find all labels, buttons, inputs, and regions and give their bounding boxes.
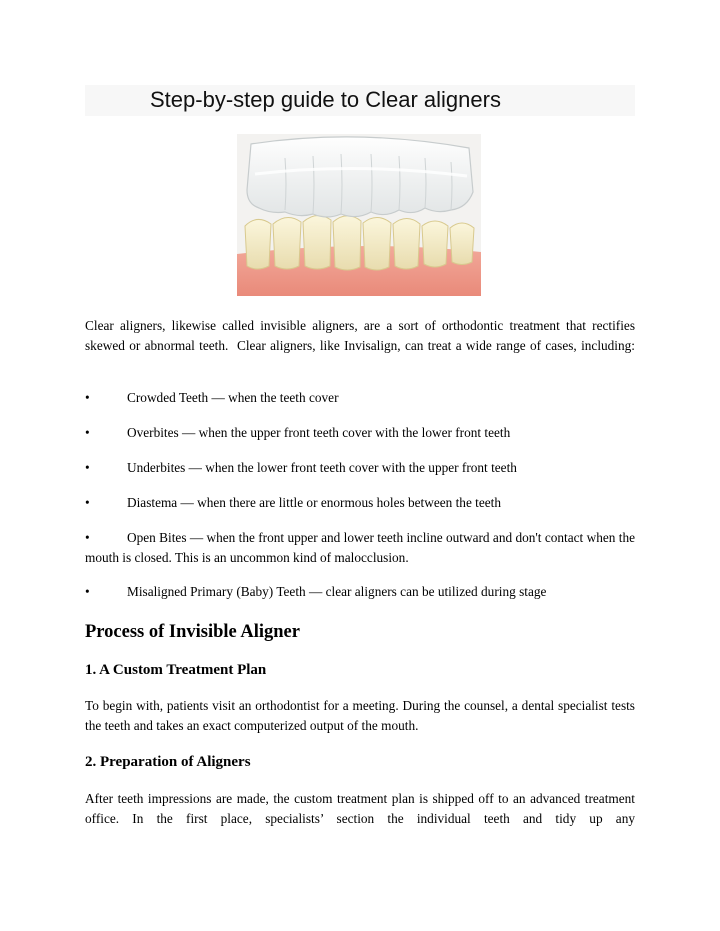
bullet-icon: •: [85, 460, 90, 475]
step-heading: 2. Preparation of Aligners: [85, 754, 251, 770]
intro-paragraph: Clear aligners, likewise called invisible aligners, are a sort of orthodontic treatment that rectifies skewed or abnormal teeth. Clear aligners, like Invisalign, can treat a wide range of cases, including:: [85, 318, 635, 353]
bullet-icon: •: [85, 584, 90, 599]
bullet-icon: •: [85, 390, 90, 405]
list-item: • Open Bites — when the front upper and lower teeth incline outward and don't contact when the mouth is closed. This is an uncommon kind of malocclusion.: [85, 530, 635, 565]
step-paragraph: After teeth impressions are made, the custom treatment plan is shipped off to an advanced treatment office. In the first place, specialists’ section the individual teeth and tidy up any: [85, 791, 635, 826]
section-heading: Process of Invisible Aligner: [85, 622, 300, 642]
bullet-icon: •: [85, 425, 90, 440]
step-heading: 1. A Custom Treatment Plan: [85, 662, 267, 678]
clear-aligner-photo: [237, 134, 481, 296]
bullet-icon: •: [85, 495, 90, 510]
page-title: Step-by-step guide to Clear aligners: [150, 87, 501, 112]
bullet-icon: •: [85, 530, 90, 545]
step-paragraph: To begin with, patients visit an orthodontist for a meeting. During the counsel, a dental specialist tests the teeth and takes an exact computerized output of the mouth.: [85, 698, 635, 733]
